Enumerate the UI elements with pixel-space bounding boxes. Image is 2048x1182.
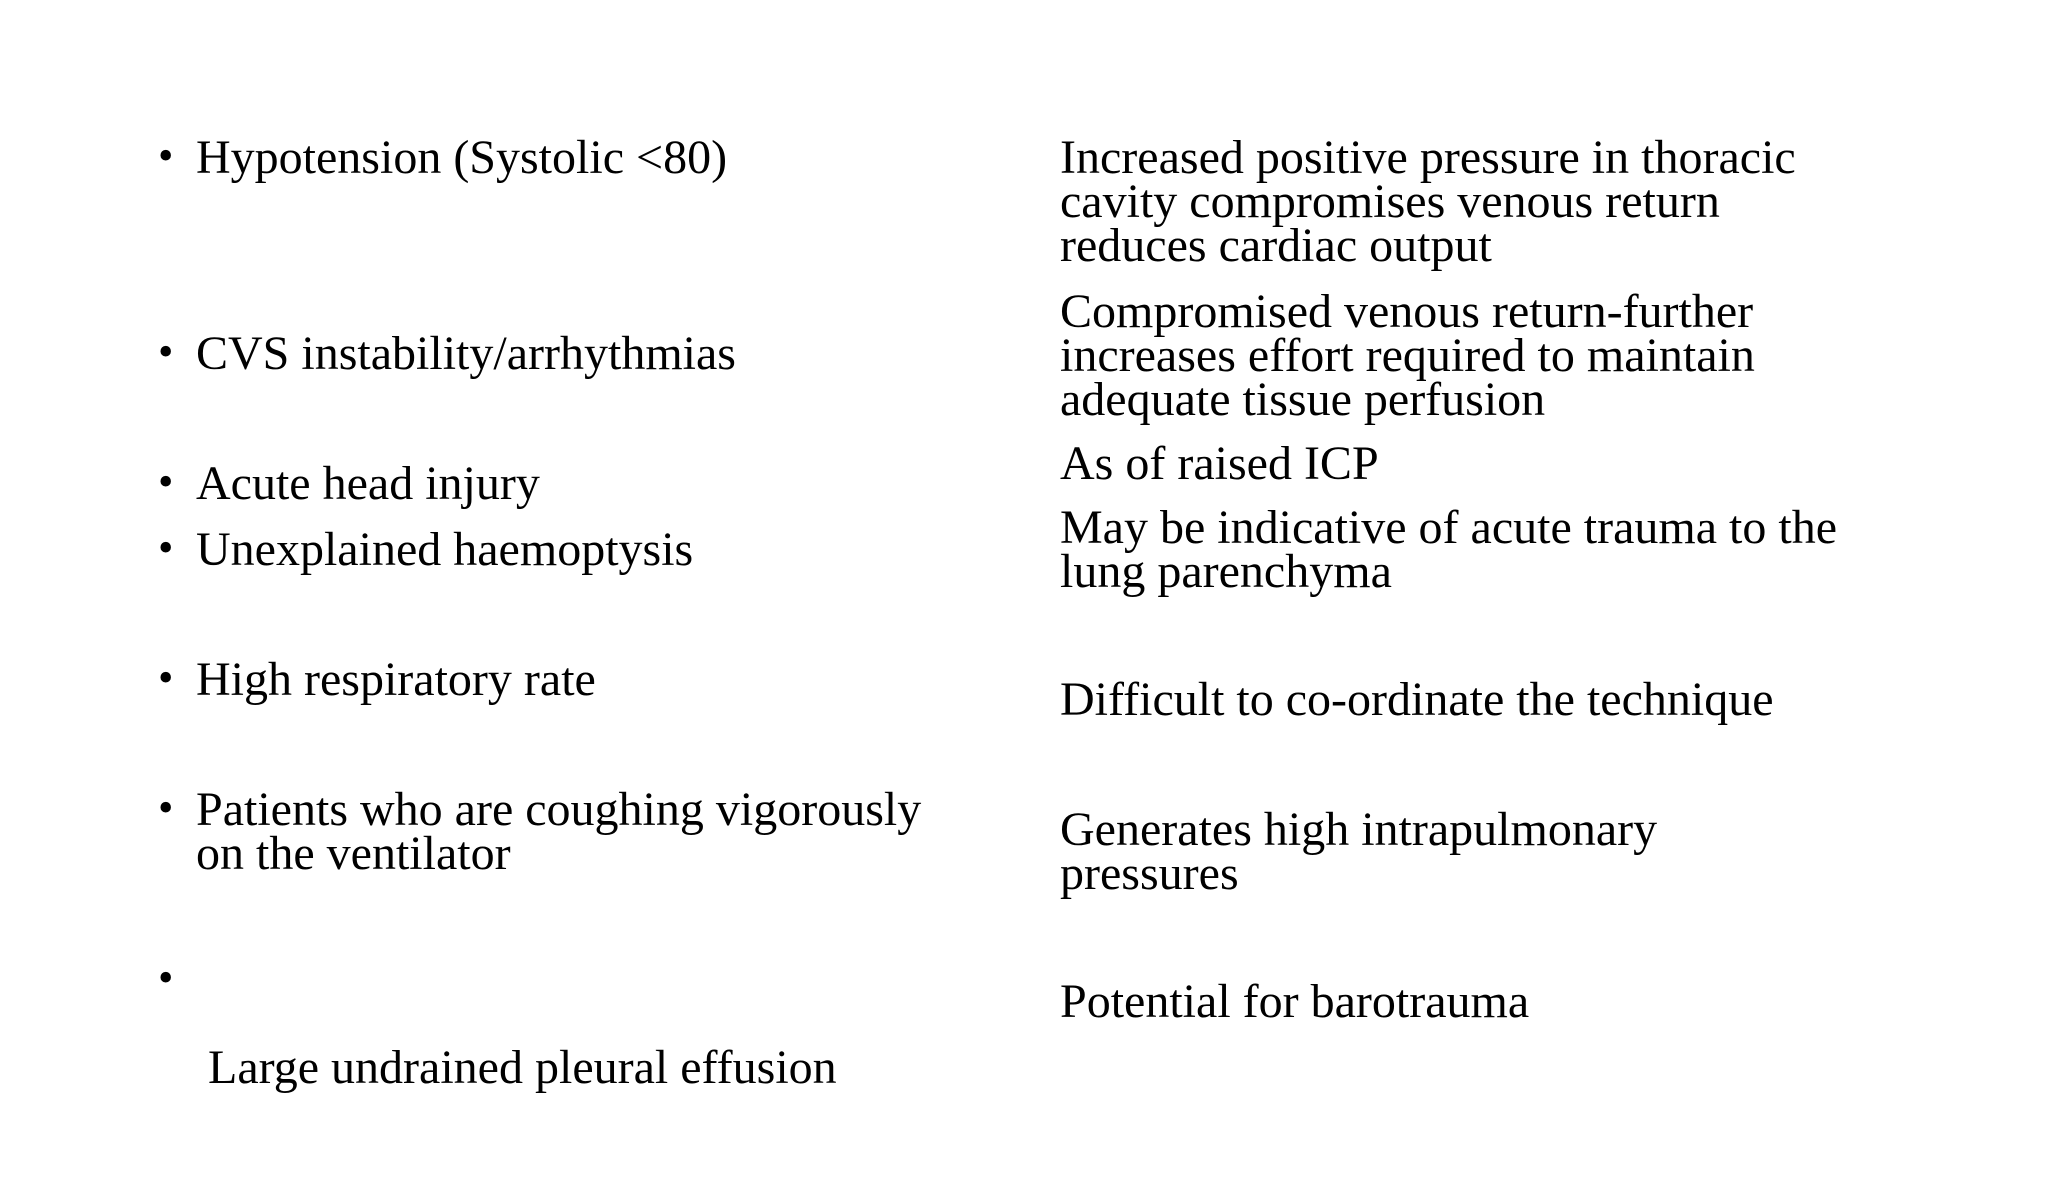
condition-line: on the ventilator: [196, 827, 511, 880]
reason-line: Difficult to co-ordinate the technique: [1060, 673, 1774, 726]
reason-line: Generates high intrapulmonary: [1060, 803, 1658, 856]
condition-haemoptysis: [196, 523, 996, 576]
condition-line: Acute head injury: [196, 457, 540, 510]
bullet-icon: •: [158, 131, 174, 180]
condition-pleural-effusion: [196, 958, 996, 1178]
bullet-icon: •: [158, 457, 174, 506]
condition-cvs-instability: [196, 327, 996, 380]
reason-line: lung parenchyma: [1060, 545, 1392, 598]
reason-line: Compromised venous return-further: [1060, 285, 1754, 338]
reason-line: cavity compromises venous return: [1060, 175, 1720, 228]
condition-line: Hypotension (Systolic <80): [196, 131, 728, 184]
reason-cvs-instability: [1060, 285, 1980, 426]
condition-high-respiratory-rate: [196, 653, 996, 706]
condition-line: Large undrained pleural effusion: [196, 1041, 837, 1094]
condition-acute-head-injury: [196, 457, 996, 510]
reason-coughing-patients: [1060, 803, 1980, 900]
reason-line: Potential for barotrauma: [1060, 975, 1530, 1028]
condition-line: CVS instability/arrhythmias: [196, 327, 736, 380]
condition-line: High respiratory rate: [196, 653, 596, 706]
condition-line: Patients who are coughing vigorously: [196, 783, 922, 836]
bullet-icon: •: [158, 523, 174, 572]
reason-line: reduces cardiac output: [1060, 219, 1492, 272]
reason-acute-head-injury: [1060, 437, 1980, 490]
condition-line: Unexplained haemoptysis: [196, 523, 694, 576]
reason-line: As of raised ICP: [1060, 437, 1379, 490]
reason-line: pressures: [1060, 847, 1239, 900]
reason-line: adequate tissue perfusion: [1060, 373, 1546, 426]
reason-line: Increased positive pressure in thoracic: [1060, 131, 1796, 184]
reason-pleural-effusion: [1060, 975, 1980, 1028]
reason-haemoptysis: [1060, 501, 1980, 598]
condition-coughing-patients: [196, 783, 996, 880]
bullet-icon: •: [158, 653, 174, 702]
reason-high-respiratory-rate: [1060, 673, 1980, 726]
bullet-icon: •: [158, 783, 174, 832]
bullet-icon: •: [158, 327, 174, 376]
condition-hypotension: [196, 131, 996, 184]
reason-hypotension: [1060, 131, 1980, 272]
bullet-icon: •: [158, 953, 174, 1002]
reason-line: increases effort required to maintain: [1060, 329, 1755, 382]
reason-line: May be indicative of acute trauma to the: [1060, 501, 1838, 554]
